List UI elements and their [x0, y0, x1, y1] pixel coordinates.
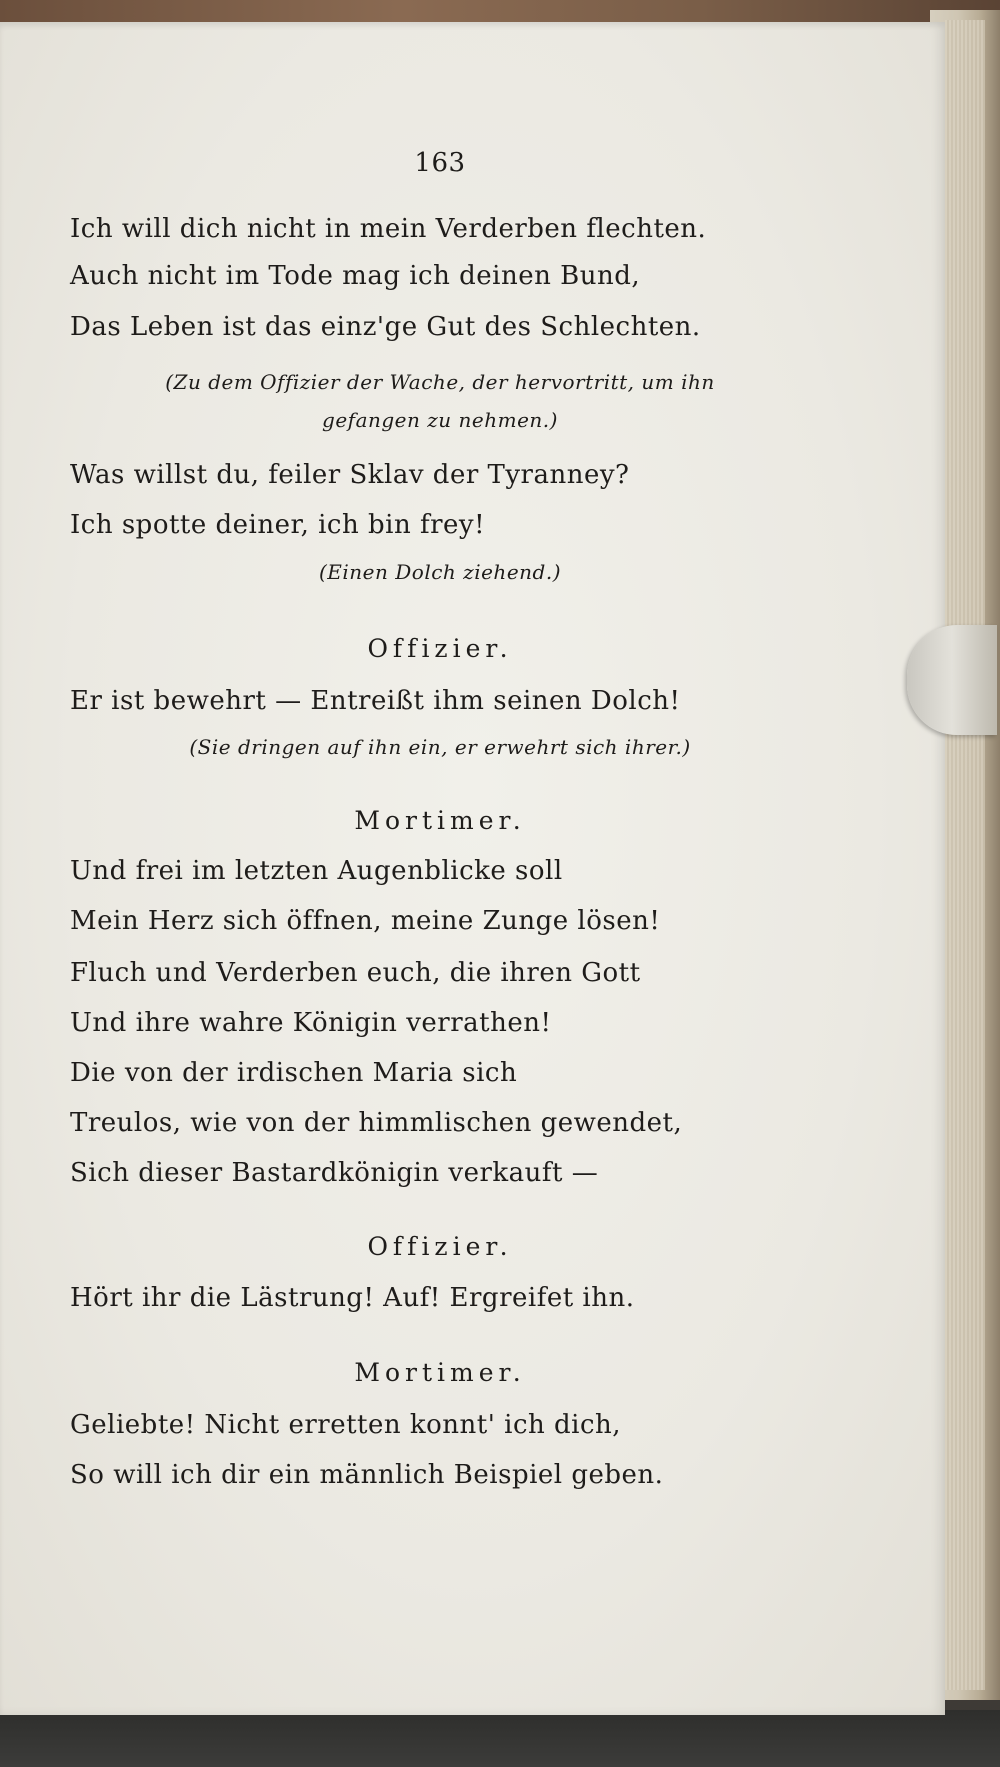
verse-line: Die von der irdischen Maria sich: [70, 1058, 518, 1088]
verse-line: Ich spotte deiner, ich bin frey!: [70, 510, 486, 540]
verse-line: Er ist bewehrt — Entreißt ihm seinen Dolch!: [70, 686, 681, 716]
verse-line: So will ich dir ein männlich Beispiel geben.: [70, 1460, 664, 1490]
verse-line: Ich will dich nicht in mein Verderben flechten.: [70, 214, 707, 244]
stage-direction: (Sie dringen auf ihn ein, er erwehrt sich ihrer.): [189, 735, 691, 759]
verse-line: Hört ihr die Lästrung! Auf! Ergreifet ihn.: [70, 1283, 635, 1313]
page-number: 163: [414, 148, 466, 178]
verse-line: Auch nicht im Tode mag ich deinen Bund,: [70, 261, 641, 291]
verse-line: Das Leben ist das einz'ge Gut des Schlechten.: [70, 312, 701, 342]
verse-line: Und frei im letzten Augenblicke soll: [70, 856, 563, 886]
speaker-name: Offizier.: [367, 1232, 513, 1261]
speaker-name: Mortimer.: [354, 806, 526, 835]
verse-line: Sich dieser Bastardkönigin verkauft —: [70, 1158, 599, 1188]
scan-background: [0, 1710, 1000, 1767]
bookmark-tab: [907, 625, 997, 735]
stage-direction: gefangen zu nehmen.): [322, 408, 558, 432]
verse-line: Treulos, wie von der himmlischen gewendet,: [70, 1108, 683, 1138]
page-edges: [945, 20, 985, 1690]
stage-direction: (Zu dem Offizier der Wache, der hervortritt, um ihn: [165, 370, 715, 394]
verse-line: Geliebte! Nicht erretten konnt' ich dich,: [70, 1410, 622, 1440]
verse-line: Mein Herz sich öffnen, meine Zunge lösen!: [70, 906, 661, 936]
stage-direction: (Einen Dolch ziehend.): [319, 560, 561, 584]
speaker-name: Offizier.: [367, 634, 513, 663]
verse-line: Was willst du, feiler Sklav der Tyranney?: [70, 460, 630, 490]
speaker-name: Mortimer.: [354, 1358, 526, 1387]
verse-line: Und ihre wahre Königin verrathen!: [70, 1008, 552, 1038]
verse-line: Fluch und Verderben euch, die ihren Gott: [70, 958, 641, 988]
